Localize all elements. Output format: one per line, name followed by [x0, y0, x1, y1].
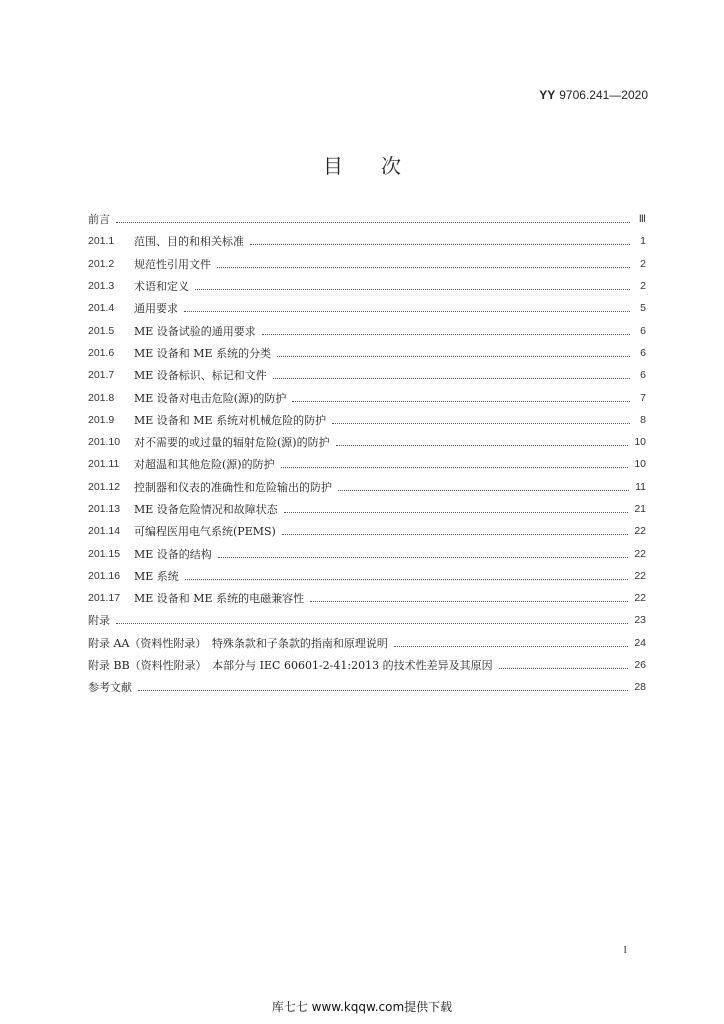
toc-entry[interactable]: [88, 409, 646, 431]
toc-entry-label: 附录: [88, 614, 110, 628]
leader-dots: [184, 310, 630, 312]
toc-entry-number: 201.10: [88, 436, 121, 449]
toc-entry-bibliography[interactable]: [88, 676, 646, 698]
leader-dots: [116, 221, 630, 223]
toc-entry-label: ME 设备危险情况和故障状态: [134, 503, 278, 516]
toc-entry-number: 201.16: [88, 569, 121, 582]
leader-dots: [332, 422, 630, 424]
toc-entry[interactable]: [88, 542, 646, 564]
toc-entry-number: 201.12: [88, 480, 121, 493]
footer-source: 库七七 www.kqqw.com提供下载: [271, 1000, 453, 1014]
toc-entry-number: 201.9: [88, 413, 115, 426]
toc-entry[interactable]: [88, 431, 646, 453]
toc-entry-label: ME 设备和 ME 系统的分类: [134, 346, 272, 360]
toc-entry-page: 11: [635, 480, 646, 493]
leader-dots: [217, 266, 630, 268]
toc-entry-page: 28: [634, 681, 646, 694]
toc-entry-number: 201.8: [88, 391, 115, 404]
toc-entry-label: ME 设备和 ME 系统的电磁兼容性: [134, 592, 305, 606]
toc-entry-page: 10: [634, 458, 646, 471]
toc-entry-page: 2: [640, 280, 646, 293]
toc-entry-number: 201.2: [88, 257, 115, 270]
toc-entry-number: 201.11: [88, 458, 120, 471]
toc-entry-page: 26: [634, 659, 646, 672]
toc-entry-page: 1: [640, 235, 646, 248]
toc-entry-number: 201.15: [88, 547, 121, 560]
toc-entry[interactable]: [88, 498, 646, 520]
toc-entry-page: 7: [640, 391, 646, 404]
leader-dots: [138, 689, 628, 691]
toc-entry-page: Ⅲ: [638, 213, 646, 226]
page-number: I: [623, 944, 627, 956]
toc-entry-label: ME 设备和 ME 系统对机械危险的防护: [134, 413, 327, 427]
toc-entry[interactable]: [88, 386, 646, 408]
toc-entry-page: 22: [634, 525, 646, 538]
leader-dots: [282, 533, 629, 535]
toc-entry-label: 可编程医用电气系统(PEMS): [134, 525, 276, 539]
leader-dots: [394, 645, 628, 647]
toc-entry-label: ME 设备的结构: [134, 547, 212, 561]
leader-dots: [499, 667, 629, 669]
leader-dots: [185, 578, 629, 580]
toc-entry-label: 通用要求: [134, 302, 178, 316]
toc-entry-label: ME 设备标识、标记和文件: [134, 369, 267, 383]
table-of-contents: [88, 208, 646, 699]
toc-entry-page: 22: [634, 592, 646, 605]
leader-dots: [281, 466, 629, 468]
leader-dots: [310, 600, 628, 602]
toc-entry-page: 8: [640, 413, 646, 426]
toc-entry[interactable]: [88, 565, 646, 587]
toc-entry[interactable]: [88, 297, 646, 319]
leader-dots: [336, 444, 629, 446]
toc-entry-page: 2: [640, 257, 646, 270]
toc-entry-label: 附录 BB（资料性附录） 本部分与 IEC 60601-2-41:2013 的技术性差异及其原因: [88, 659, 493, 673]
toc-entry-number: 201.1: [88, 235, 115, 248]
toc-entry-label: 参考文献: [88, 681, 132, 695]
page-title: 目次: [323, 154, 439, 178]
toc-entry-label: 术语和定义: [134, 280, 189, 294]
leader-dots: [218, 556, 629, 558]
leader-dots: [292, 400, 630, 402]
toc-entry-page: 24: [634, 636, 646, 649]
toc-entry[interactable]: [88, 587, 646, 609]
leader-dots: [250, 243, 630, 245]
standard-number: 9706.241—2020: [559, 88, 648, 102]
toc-entry-label: ME 系统: [134, 569, 179, 583]
toc-entry-label: ME 设备试验的通用要求: [134, 324, 256, 338]
toc-entry-page: 10: [634, 436, 646, 449]
toc-entry-number: 201.5: [88, 324, 115, 337]
toc-entry[interactable]: [88, 253, 646, 275]
toc-entry-annex[interactable]: [88, 609, 646, 631]
toc-entry-number: 201.14: [88, 525, 121, 538]
toc-entry-page: 22: [634, 547, 646, 560]
toc-entry[interactable]: [88, 364, 646, 386]
standard-code: [539, 88, 648, 102]
toc-entry-label: 范围、目的和相关标准: [134, 235, 244, 249]
toc-entry-label: 对不需要的或过量的辐射危险(源)的防护: [134, 436, 330, 450]
toc-entry-label: 规范性引用文件: [134, 257, 211, 271]
leader-dots: [338, 489, 629, 491]
toc-entry-page: 6: [640, 324, 646, 337]
toc-entry-number: 201.4: [88, 302, 115, 315]
toc-entry-page: 6: [640, 346, 646, 359]
leader-dots: [284, 511, 629, 513]
toc-entry[interactable]: [88, 319, 646, 341]
leader-dots: [116, 622, 628, 624]
toc-entry[interactable]: [88, 453, 646, 475]
toc-entry-label: ME 设备对电击危险(源)的防护: [134, 391, 287, 405]
toc-entry-annex-bb[interactable]: [88, 654, 646, 676]
toc-entry-page: 5: [640, 302, 646, 315]
toc-entry-foreword[interactable]: [88, 208, 646, 230]
toc-entry[interactable]: [88, 275, 646, 297]
leader-dots: [277, 355, 630, 357]
toc-entry-number: 201.3: [88, 280, 115, 293]
toc-entry-page: 6: [640, 369, 646, 382]
toc-entry[interactable]: [88, 476, 646, 498]
toc-entry-number: 201.7: [88, 369, 115, 382]
leader-dots: [273, 377, 630, 379]
toc-entry[interactable]: [88, 342, 646, 364]
toc-entry-number: 201.17: [88, 592, 121, 605]
toc-entry-annex-aa[interactable]: [88, 632, 646, 654]
leader-dots: [195, 288, 630, 290]
toc-entry-page: 23: [634, 614, 646, 627]
toc-entry-label: 对超温和其他危险(源)的防护: [134, 458, 275, 472]
toc-entry-page: 21: [634, 503, 646, 515]
toc-entry-label: 前言: [88, 213, 110, 227]
toc-entry-page: 22: [634, 569, 646, 582]
toc-entry[interactable]: [88, 230, 646, 252]
toc-entry[interactable]: [88, 520, 646, 542]
toc-entry-label: 控制器和仪表的准确性和危险输出的防护: [134, 480, 332, 494]
toc-entry-label: 附录 AA（资料性附录） 特殊条款和子条款的指南和原理说明: [88, 636, 388, 650]
standard-prefix: YY: [539, 88, 556, 102]
toc-entry-number: 201.6: [88, 346, 115, 359]
toc-entry-number: 201.13: [88, 503, 121, 515]
leader-dots: [262, 333, 630, 335]
